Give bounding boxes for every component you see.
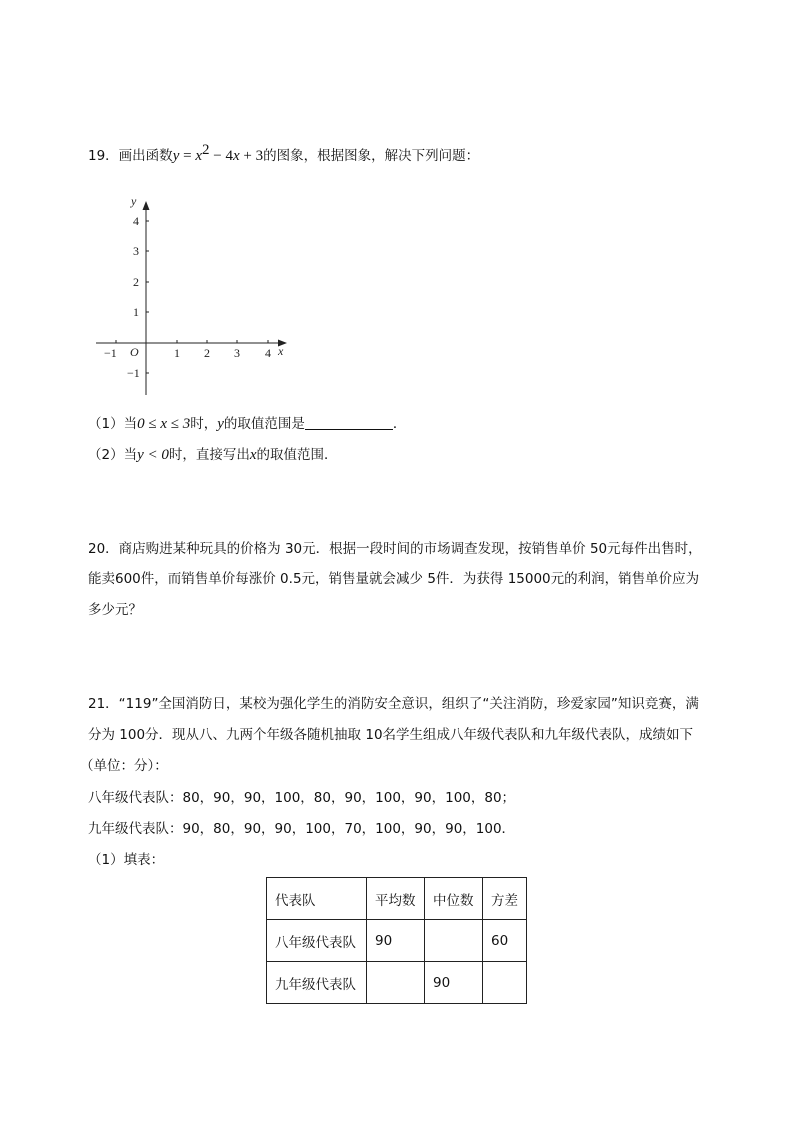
table-cell[interactable] <box>367 962 425 1004</box>
y-tick-label: 2 <box>133 275 139 289</box>
table-cell: 90 <box>425 962 483 1004</box>
table-cell: 九年级代表队 <box>267 962 367 1004</box>
table-cell: 90 <box>367 920 425 962</box>
answer-blank[interactable] <box>305 415 393 430</box>
y-tick-label: 4 <box>133 214 139 228</box>
y-axis-arrow <box>143 201 150 210</box>
coordinate-grid <box>88 190 298 400</box>
x-tick-label: 1 <box>174 346 180 360</box>
axis-y-label: y <box>131 194 137 208</box>
q21-line4: 八年级代表队：80，90，90，100，80，90，100，90，100，80； <box>88 790 516 806</box>
table-cell: 60 <box>483 920 527 962</box>
table-header: 中位数 <box>425 878 483 920</box>
table-cell: 八年级代表队 <box>267 920 367 962</box>
y-tick-label: −1 <box>127 366 140 380</box>
x-tick-label: 3 <box>234 346 240 360</box>
table-row <box>267 920 527 962</box>
table-cell[interactable] <box>483 962 527 1004</box>
table-header-row <box>267 878 527 920</box>
q19-part2: （2）当y < 0时，直接写出x的取值范围． <box>88 447 338 463</box>
q21-line6: （1）填表： <box>88 852 165 868</box>
axis-x-label: x <box>278 344 284 358</box>
x-tick-label: 4 <box>265 346 271 360</box>
table-header: 平均数 <box>367 878 425 920</box>
table-row <box>267 962 527 1004</box>
q20-line1: 20．商店购进某种玩具的价格为 30元．根据一段时间的市场调查发现，按销售单价 50元每件出售时， <box>88 541 702 557</box>
q19-part1: （1）当0 ≤ x ≤ 3时，y的取值范围是 ． <box>88 416 407 432</box>
q20-line2: 能卖600件，而销售单价每涨价 0.5元，销售量就会减少 5件．为获得 15000元的利润，销售单价应为 <box>88 571 700 587</box>
table-header: 代表队 <box>267 878 367 920</box>
x-tick-label: −1 <box>104 346 117 360</box>
x-tick-label: 2 <box>204 346 210 360</box>
q19-title: 19．画出函数$y = x^2 - 4x + 3$的图象，根据图象，解决下列问题： <box>88 142 480 164</box>
q21-line3: （单位：分）： <box>80 758 168 774</box>
y-tick-label: 3 <box>133 244 139 258</box>
y-tick-label: 1 <box>133 305 139 319</box>
q21-line2: 分为 100分．现从八、九两个年级各随机抽取 10名学生组成八年级代表队和九年级代表队，成绩如下 <box>88 727 694 743</box>
table-header: 方差 <box>483 878 527 920</box>
q21-line5: 九年级代表队：90，80，90，90，100，70，100，90，90，100． <box>88 821 516 837</box>
origin-label: O <box>130 345 139 359</box>
table-cell[interactable] <box>425 920 483 962</box>
q20-line3: 多少元？ <box>88 602 142 618</box>
q21-line1: 21．“119”全国消防日，某校为强化学生的消防安全意识，组织了“关注消防，珍爱家园”知识竞赛，满 <box>88 696 699 712</box>
score-table <box>266 877 527 1004</box>
